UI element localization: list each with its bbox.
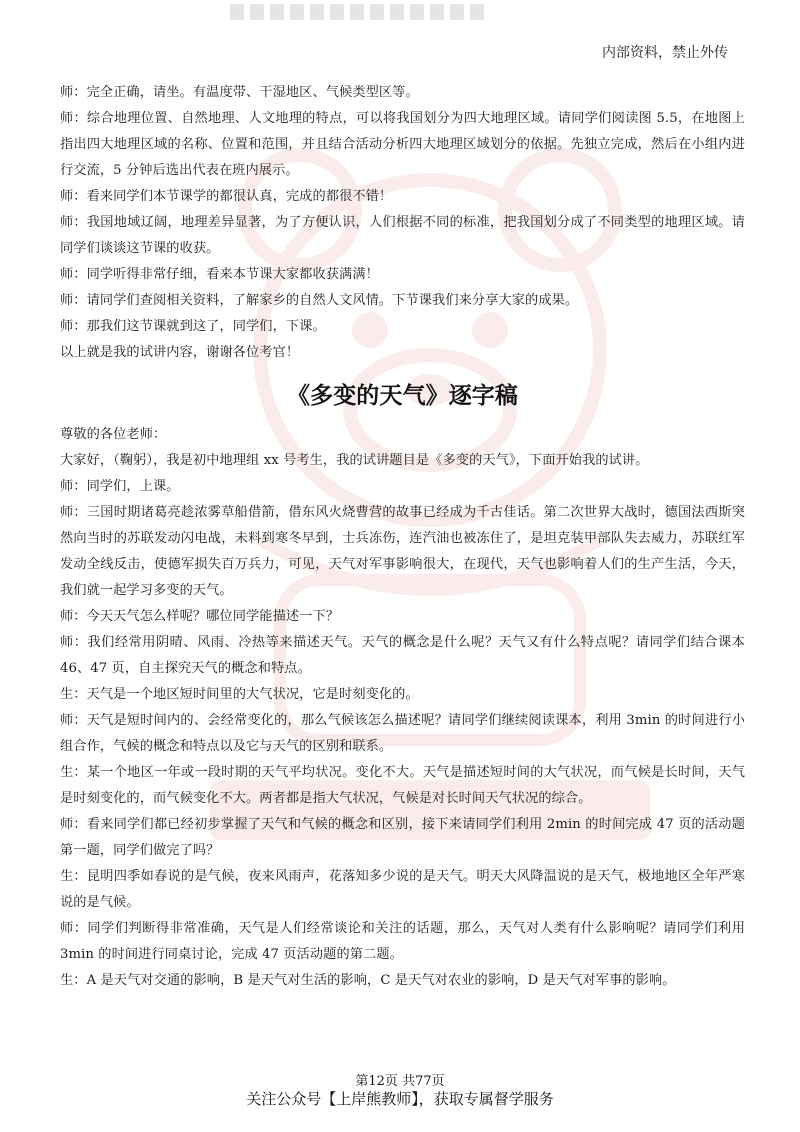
section-weather-lesson: [60, 422, 745, 994]
confidential-note: 内部资料，禁止外传: [602, 45, 728, 61]
paragraph: 尊敬的各位老师：: [60, 427, 167, 442]
paragraph: 以上就是我的试讲内容，谢谢各位考官！: [60, 345, 300, 360]
paragraph: 师：那我们这节课就到这了，同学们，下课。: [60, 319, 326, 334]
paragraph: 大家好，（鞠躬），我是初中地理组 xx 号考生，我的试讲题目是《多变的天气》，下面开始我的试讲。: [60, 453, 649, 468]
paragraph: 生：A 是天气对交通的影响，B 是天气对生活的影响，C 是天气对农业的影响，D 是天气对军事的影响。: [60, 973, 676, 988]
paragraph: 生：某一个地区一年或一段时期的天气平均状况。变化不大。天气是描述短时间的大气状况，而气候是长时间，天气是时刻变化的，而气候变化不大。两者都是指大气状况，气候是对长时间天气状况的综合。: [60, 765, 745, 806]
paragraph: 师：同学们，上课。: [60, 479, 180, 494]
paragraph: 师：完全正确，请坐。有温度带、干湿地区、气候类型区等。: [60, 85, 419, 100]
paragraph: 师：我们经常用阴晴、风雨、冷热等来描述天气。天气的概念是什么呢？天气又有什么特点呢？请同学们结合课本 46、47 页，自主探究天气的概念和特点。: [60, 635, 745, 676]
paragraph: 师：请同学们查阅相关资料，了解家乡的自然人文风情。下节课我们来分享大家的成果。: [60, 293, 579, 308]
cropped-header-strip: [230, 4, 490, 20]
paragraph: 师：天气是短时间内的、会经常变化的，那么气候该怎么描述呢？请同学们继续阅读课本，利用 3min 的时间进行小组合作，气候的概念和特点以及它与天气的区别和联系。: [60, 713, 745, 754]
paragraph: 师：我国地域辽阔，地理差异显著，为了方便认识，人们根据不同的标准，把我国划分成了不同类型的地理区域。请同学们谈谈这节课的收获。: [60, 215, 745, 256]
paragraph: 师：同学们判断得非常准确，天气是人们经常谈论和关注的话题，那么，天气对人类有什么影响呢？请同学们利用 3min 的时间进行同桌讨论，完成 47 页活动题的第二题。: [60, 921, 745, 962]
paragraph: 师：看来同学们都已经初步掌握了天气和气候的概念和区别，接下来请同学们利用 2min 的时间完成 47 页的活动题第一题，同学们做完了吗？: [60, 817, 745, 858]
promo-footer: 关注公众号【上岸熊教师】，获取专属督学服务: [246, 1090, 554, 1108]
paragraph: 师：今天天气怎么样呢？哪位同学能描述一下？: [60, 609, 340, 624]
script-title: 《多变的天气》逐字稿: [287, 383, 518, 409]
paragraph: 师：三国时期诸葛亮趁浓雾草船借箭，借东风火烧曹营的故事已经成为千古佳话。第二次世界大战时，德国法西斯突然向当时的苏联发动闪电战，未料到寒冬早到，士兵冻伤，连汽油也被冻住了，是坦克装甲部队失去威力，苏联红军发动全线反击，使德军损失百万兵力，可见，天气对军事影响很大，在现代，天气也影响着人们的生产生活，今天，我们就一起学习多变的天气。: [60, 505, 745, 598]
paragraph: 师：综合地理位置、自然地理、人文地理的特点，可以将我国划分为四大地理区域。请同学们阅读图 5.5，在地图上指出四大地理区域的名称、位置和范围，并且结合活动分析四大地理区域划分的依据。先独立完成，然后在小组内进行交流，5 分钟后选出代表在班内展示。: [60, 111, 745, 178]
paragraph: 生：天气是一个地区短时间里的大气状况，它是时刻变化的。: [60, 687, 419, 702]
section-previous-lesson-ending: [60, 80, 745, 366]
paragraph: 师：同学听得非常仔细，看来本节课大家都收获满满！: [60, 267, 379, 282]
document-body: [60, 80, 745, 994]
paragraph: 师：看来同学们本节课学的都很认真，完成的都很不错！: [60, 189, 393, 204]
page-number: 第12页 共77页: [355, 1074, 445, 1089]
paragraph: 生：昆明四季如春说的是气候，夜来风雨声，花落知多少说的是天气。明天大风降温说的是天气，极地地区全年严寒说的是气候。: [60, 869, 745, 910]
